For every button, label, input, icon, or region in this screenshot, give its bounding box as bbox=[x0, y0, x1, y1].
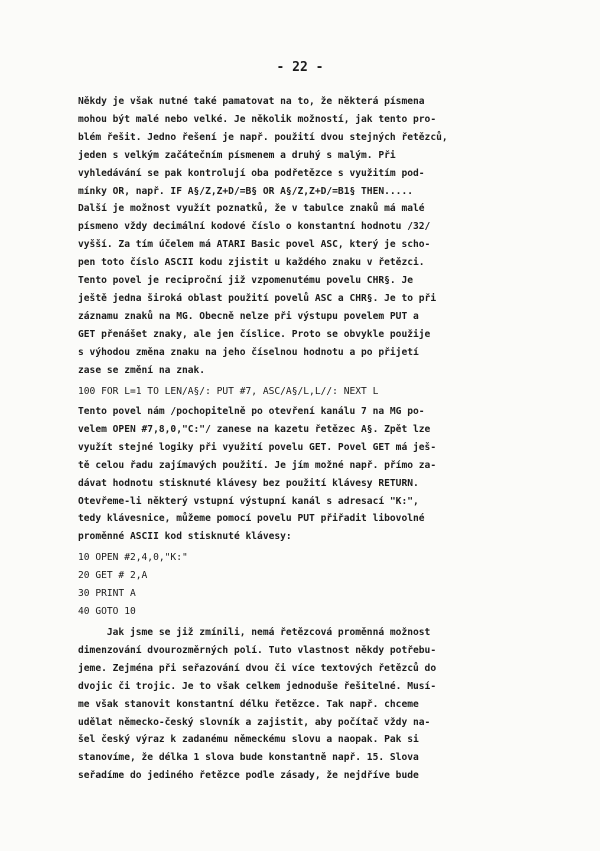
paragraph-1: Někdy je však nutné také pamatovat na to, že některá písmena mohou být malé nebo velké. Je několik možností, jak tento pro- blém řešit. Jedno řešení je např. použití dvou stejných řetězců, jeden s velkým začátečním písmenem a druhý s malým. Při vyhledávání se pak kontrolují oba podřetězce s využitím pod- mínky OR, např. IF A§/Z,Z+D/=B§ OR A§/Z,Z+D/=B1§ THEN..... Další je možnost využít poznatků, že v tabulce znaků má malé písmeno vždy decimální kodové číslo o konstantní hodnotu /32/ vyšší. Za tím účelem má ATARI Basic povel ASC, který je scho- pen toto číslo ASCII kodu zjistit u každého znaku v řetězci. Tento povel je reciproční již vzpomenutému povelu CHR§. Je ještě jedna široká oblast použití povelů ASC a CHR§. Je to při záznamu znaků na MG. Obecně nelze při výstupu povelem PUT a GET přenášet znaky, ale jen číslice. Proto se obvykle použije s výhodou změna znaku na jeho číselnou hodnotu a po přijetí zase se změní na znak. bbox=[78, 96, 448, 376]
paragraph-2: Tento povel nám /pochopitelně po otevření kanálu 7 na MG po- velem OPEN #7,8,0,"C:"/ zanese na kazetu řetězec A§. Zpět lze využít stejné logiky při využití povelu GET. Povel GET má ješ- tě celou řadu zajímavých použití. Je jím možné např. přímo za- dávat hodnotu stisknuté klávesy bez použití klávesy RETURN. Otevřeme-li některý vstupní výstupní kanál s adresací "K:", tedy klávesnice, můžeme pomocí povelu PUT přiřadit libovolné proměnné ASCII kod stisknuté klávesy: bbox=[78, 406, 437, 543]
code-line-1: 100 FOR L=1 TO LEN/A§/: PUT #7, ASC/A§/L,L//: NEXT L bbox=[78, 386, 379, 397]
paragraph-3: Jak jsme se již zmínili, nemá řetězcová proměnná možnost dimenzování dvourozměrných polí. Tuto vlastnost někdy potřebu- jeme. Zejména při seřazování dvou či více textových řetězců do dvojic či trojic. Je to však celkem jednoduše řešitelné. Musí- me však stanovit konstantní délku řetězce. Tak např. chceme udělat německo-český slovník a zajistit, aby počítač vždy na- šel český výraz k zadanému německému slovu a naopak. Pak si stanovíme, že délka 1 slova bude konstantně např. 15. Slova seřadíme do jediného řetězce podle zásady, že nejdříve bude bbox=[78, 627, 437, 782]
code-block: 10 OPEN #2,4,0,"K:" 20 GET # 2,A 30 PRINT A 40 GOTO 10 bbox=[78, 552, 188, 617]
page-number: - 22 - bbox=[276, 60, 324, 75]
